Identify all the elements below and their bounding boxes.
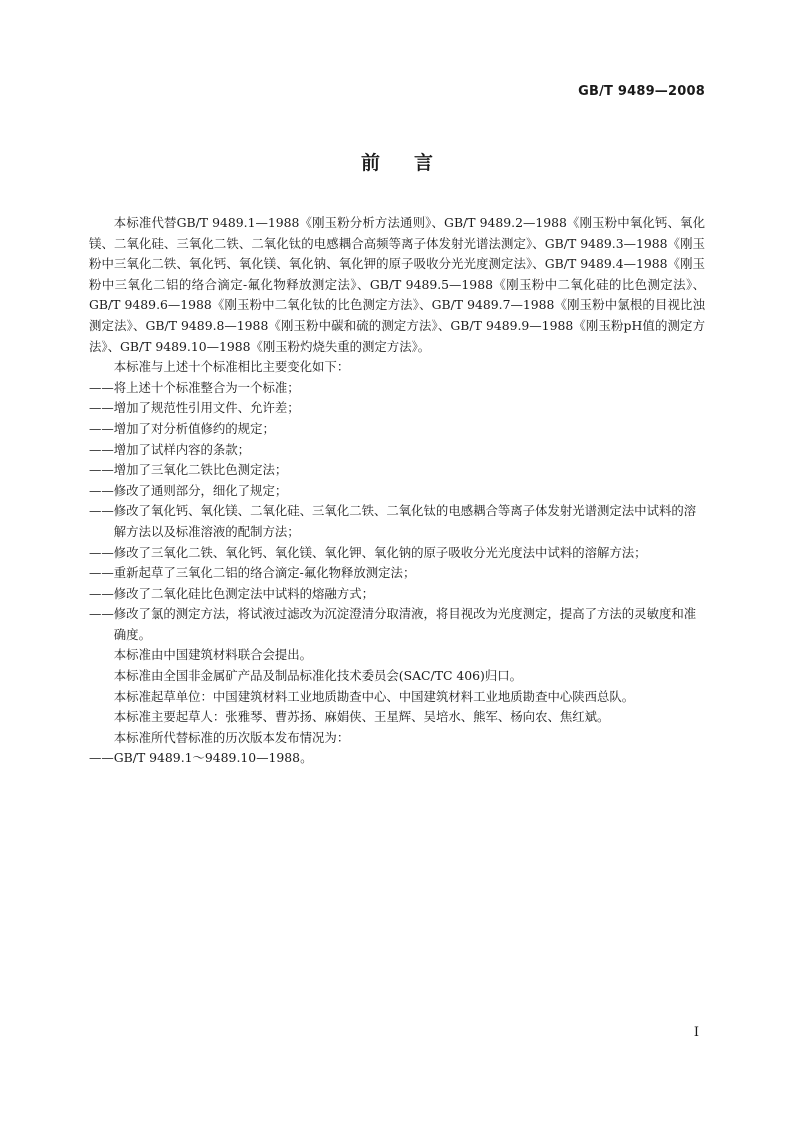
change-item: ——修改了氧化钙、氧化镁、二氧化硅、三氧化二铁、二氧化钛的电感耦合等离子体发射光谱测定法中试料的溶解方法以及标准溶液的配制方法； [89, 503, 697, 539]
foreword-body [89, 213, 705, 769]
history-item: ——GB/T 9489.1～9489.10—1988。 [89, 750, 313, 766]
change-item: ——重新起草了三氧化二铝的络合滴定-氟化物释放测定法； [89, 565, 416, 581]
change-item: ——将上述十个标准整合为一个标准； [89, 379, 300, 395]
committee-paragraph: 本标准由全国非金属矿产品及制品标准化技术委员会(SAC/TC 406)归口。 [113, 668, 523, 684]
change-item: ——修改了二氧化硅比色测定法中试料的熔融方式； [89, 585, 374, 601]
change-item: ——修改了氯的测定方法，将试液过滤改为沉淀澄清分取清液，将目视改为光度测定，提高了方法的灵敏度和准确度。 [89, 606, 697, 642]
proposer-paragraph: 本标准由中国建筑材料联合会提出。 [113, 647, 313, 663]
change-item: ——增加了规范性引用文件、允许差； [89, 400, 300, 416]
page-number: I [693, 1025, 699, 1040]
drafting-units-paragraph: 本标准起草单位：中国建筑材料工业地质勘查中心、中国建筑材料工业地质勘查中心陕西总队。 [113, 688, 635, 704]
change-item: ——增加了三氧化二铁比色测定法； [89, 462, 288, 478]
changes-intro: 本标准与上述十个标准相比主要变化如下： [113, 359, 350, 375]
change-item: ——修改了通则部分，细化了规定； [89, 482, 288, 498]
history-intro: 本标准所代替标准的历次版本发布情况为： [113, 729, 350, 745]
page-title: 前言 [360, 152, 467, 174]
change-item: ——修改了三氧化二铁、氧化钙、氧化镁、氧化钾、氧化钠的原子吸收分光光度法中试料的溶解方法； [89, 544, 647, 560]
intro-paragraph: 本标准代替GB/T 9489.1—1988《刚玉粉分析方法通则》、GB/T 9489.2—1988《刚玉粉中氧化钙、氧化镁、二氧化硅、三氧化二铁、二氧化钛的电感耦合高频等离子体发射光谱法测定》、GB/T 9489.3—1988《刚玉粉中三氧化二铁、氧化钙、氧化镁、氧化钠、氧化钾的原子吸收分光光度测定法》、GB/T 9489.4—1988《刚玉粉中三氧化二铝的络合滴定-氟化物释放测定法》、GB/T 9489.5—1988《刚玉粉中二氧化硅的比色测定法》、GB/T 9489.6—1988《刚玉粉中二氧化钛的比色测定方法》、GB/T 9489.7—1988《刚玉粉中氯根的目视比浊测定法》、GB/T 9489.8—1988《刚玉粉中碳和硫的测定方法》、GB/T 9489.9—1988《刚玉粉pH值的测定方法》、GB/T 9489.10—1988《刚玉粉灼烧失重的测定方法》。 [89, 215, 705, 354]
change-item: ——增加了对分析值修约的规定； [89, 420, 275, 436]
change-item: ——增加了试样内容的条款； [89, 441, 251, 457]
drafters-paragraph: 本标准主要起草人：张雅琴、曹苏扬、麻娟侠、王星辉、吴培水、熊军、杨向农、焦红斌。 [113, 709, 610, 725]
standard-number: GB/T 9489—2008 [578, 84, 705, 99]
